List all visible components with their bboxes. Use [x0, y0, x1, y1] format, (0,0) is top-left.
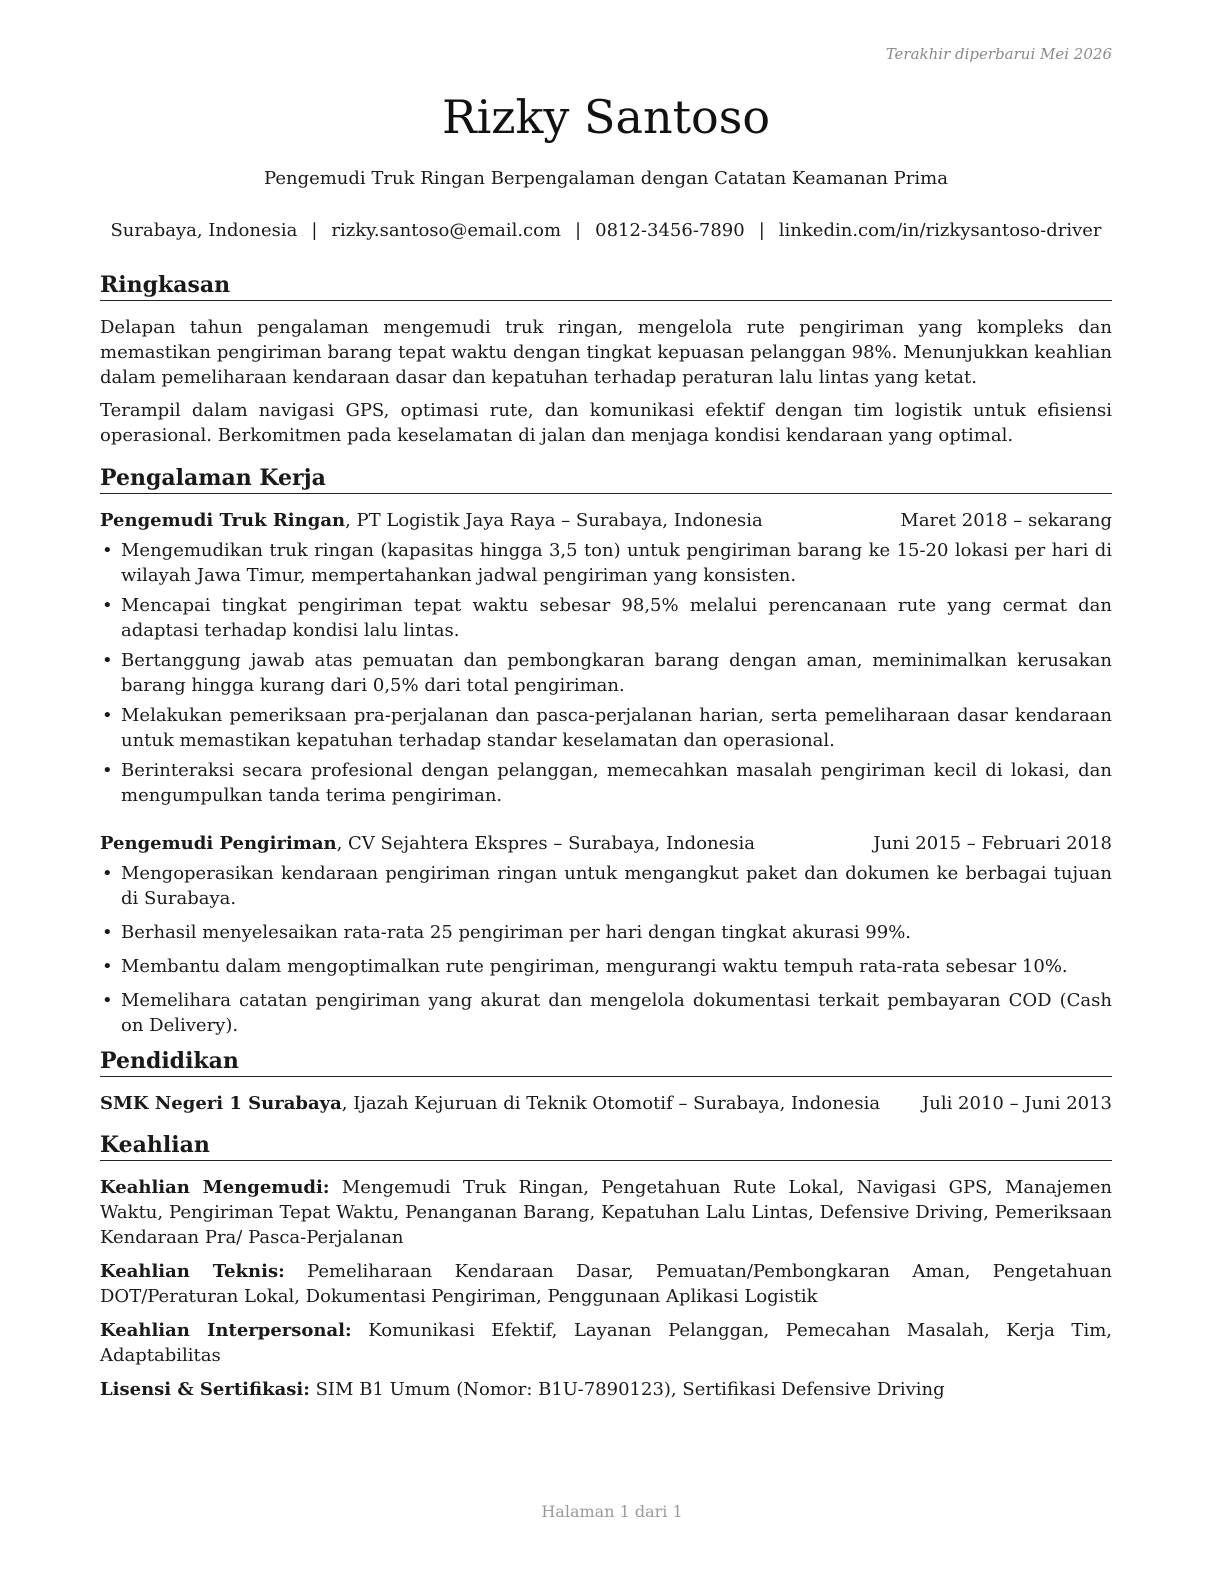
- skill-value: Pemeliharaan Kendaraan Dasar, Pemuatan/Pembongkaran Aman, Pengetahuan DOT/Peraturan Lokal, Dokumentasi Pengiriman, Penggunaan Aplikasi Logistik: [100, 1261, 1112, 1307]
- education-line: [100, 1091, 880, 1116]
- education-entry: [100, 1091, 1112, 1116]
- bullet-icon: •: [102, 595, 113, 616]
- summary-section: [100, 270, 1112, 448]
- candidate-tagline: Pengemudi Truk Ringan Berpengalaman dengan Catatan Keamanan Prima: [264, 168, 948, 189]
- skill-label: Keahlian Teknis:: [100, 1261, 285, 1282]
- list-item: • Melakukan pemeriksaan pra-perjalanan dan pasca-perjalanan harian, serta pemeliharaan dasar kendaraan untuk memastikan kepatuhan terhadap standar keselamatan dan operasional.: [102, 705, 1112, 751]
- job-header: [100, 508, 1112, 533]
- job-dates: Juni 2015 – Februari 2018: [873, 833, 1112, 854]
- job-title: Pengemudi Pengiriman: [100, 833, 337, 854]
- skill-label: Keahlian Mengemudi:: [100, 1177, 330, 1198]
- job-entry: [100, 831, 1112, 1038]
- bullet-icon: •: [102, 705, 113, 726]
- skill-value: Komunikasi Efektif, Layanan Pelanggan, Pemecahan Masalah, Kerja Tim, Adaptabilitas: [100, 1320, 1112, 1366]
- list-item: • Memelihara catatan pengiriman yang akurat dan mengelola dokumentasi terkait pembayaran COD (Cash on Delivery).: [102, 990, 1112, 1036]
- section-heading-summary: Ringkasan: [100, 270, 1112, 301]
- education-section: [100, 1046, 1112, 1116]
- education-detail: , Ijazah Kejuruan di Teknik Otomotif – Surabaya, Indonesia: [341, 1093, 881, 1114]
- bullet-icon: •: [102, 956, 113, 977]
- contact-line: [100, 220, 1112, 241]
- page-number: Halaman 1 dari 1: [541, 1502, 683, 1521]
- job-role-line: [100, 831, 755, 856]
- job-dates: Maret 2018 – sekarang: [900, 510, 1112, 531]
- job-header: [100, 831, 1112, 856]
- bullet-icon: •: [102, 540, 113, 561]
- skill-value: SIM B1 Umum (Nomor: B1U-7890123), Sertifikasi Defensive Driving: [315, 1379, 945, 1400]
- list-item: • Mengoperasikan kendaraan pengiriman ringan untuk mengangkut paket dan dokumen ke berbagai tujuan di Surabaya.: [102, 863, 1112, 909]
- summary-paragraph: Terampil dalam navigasi GPS, optimasi rute, dan komunikasi efektif dengan tim logistik untuk efisiensi operasional. Berkomitmen pada keselamatan di jalan dan menjaga kondisi kendaraan yang optimal.: [100, 400, 1112, 446]
- skill-label: Keahlian Interpersonal:: [100, 1320, 352, 1341]
- section-heading-skills: Keahlian: [100, 1130, 1112, 1161]
- contact-separator: |: [311, 220, 318, 241]
- list-item: • Berinteraksi secara profesional dengan pelanggan, memecahkan masalah pengiriman kecil di lokasi, dan mengumpulkan tanda terima pengiriman.: [102, 760, 1112, 806]
- list-item: • Mengemudikan truk ringan (kapasitas hingga 3,5 ton) untuk pengiriman barang ke 15-20 lokasi per hari di wilayah Jawa Timur, mempertahankan jadwal pengiriman yang konsisten.: [102, 540, 1112, 586]
- skills-section: [100, 1130, 1112, 1402]
- job-bullets: [100, 538, 1112, 808]
- bullet-icon: •: [102, 760, 113, 781]
- job-company: , CV Sejahtera Ekspres – Surabaya, Indonesia: [336, 833, 755, 854]
- skill-group: [100, 1175, 1112, 1250]
- skill-group: [100, 1318, 1112, 1368]
- bullet-icon: •: [102, 650, 113, 671]
- bullet-icon: •: [102, 863, 113, 884]
- job-bullets: [100, 861, 1112, 1038]
- list-item: • Bertanggung jawab atas pemuatan dan pembongkaran barang dengan aman, meminimalkan kerusakan barang hingga kurang dari 0,5% dari total pengiriman.: [102, 650, 1112, 696]
- contact-linkedin[interactable]: linkedin.com/in/rizkysantoso-driver: [778, 220, 1102, 241]
- skill-value: Mengemudi Truk Ringan, Pengetahuan Rute Lokal, Navigasi GPS, Manajemen Waktu, Pengiriman Tepat Waktu, Penanganan Barang, Kepatuhan Lalu Lintas, Defensive Driving, Pemeriksaan Kendaraan Pra/ Pasca-Perjalanan: [100, 1177, 1112, 1248]
- job-company: , PT Logistik Jaya Raya – Surabaya, Indonesia: [345, 510, 763, 531]
- skill-group: [100, 1259, 1112, 1309]
- contact-email[interactable]: rizky.santoso@email.com: [331, 220, 562, 241]
- bullet-icon: •: [102, 922, 113, 943]
- list-item: • Berhasil menyelesaikan rata-rata 25 pengiriman per hari dengan tingkat akurasi 99%.: [102, 922, 912, 943]
- bullet-icon: •: [102, 990, 113, 1011]
- contact-phone: 0812-3456-7890: [595, 220, 745, 241]
- job-title: Pengemudi Truk Ringan: [100, 510, 346, 531]
- contact-separator: |: [758, 220, 765, 241]
- section-heading-education: Pendidikan: [100, 1046, 1112, 1077]
- section-heading-experience: Pengalaman Kerja: [100, 463, 1112, 494]
- list-item: • Membantu dalam mengoptimalkan rute pengiriman, mengurangi waktu tempuh rata-rata sebesar 10%.: [102, 956, 1068, 977]
- skill-group: [100, 1377, 1112, 1402]
- education-dates: Juli 2010 – Juni 2013: [922, 1093, 1112, 1114]
- skill-label: Lisensi & Sertifikasi:: [100, 1379, 310, 1400]
- school-name: SMK Negeri 1 Surabaya: [100, 1093, 342, 1114]
- contact-location: Surabaya, Indonesia: [110, 220, 298, 241]
- experience-section: [100, 463, 1112, 1038]
- contact-separator: |: [575, 220, 582, 241]
- job-entry: [100, 508, 1112, 808]
- summary-paragraph: Delapan tahun pengalaman mengemudi truk ringan, mengelola rute pengiriman yang kompleks dan memastikan pengiriman barang tepat waktu dengan tingkat kepuasan pelanggan 98%. Menunjukkan keahlian dalam pemeliharaan kendaraan dasar dan kepatuhan terhadap peraturan lalu lintas yang ketat.: [100, 317, 1112, 388]
- list-item: • Mencapai tingkat pengiriman tepat waktu sebesar 98,5% melalui perencanaan rute yang cermat dan adaptasi terhadap kondisi lalu lintas.: [102, 595, 1112, 641]
- candidate-name: Rizky Santoso: [441, 90, 771, 144]
- last-updated-note: Terakhir diperbarui Mei 2026: [885, 45, 1112, 63]
- job-role-line: [100, 508, 763, 533]
